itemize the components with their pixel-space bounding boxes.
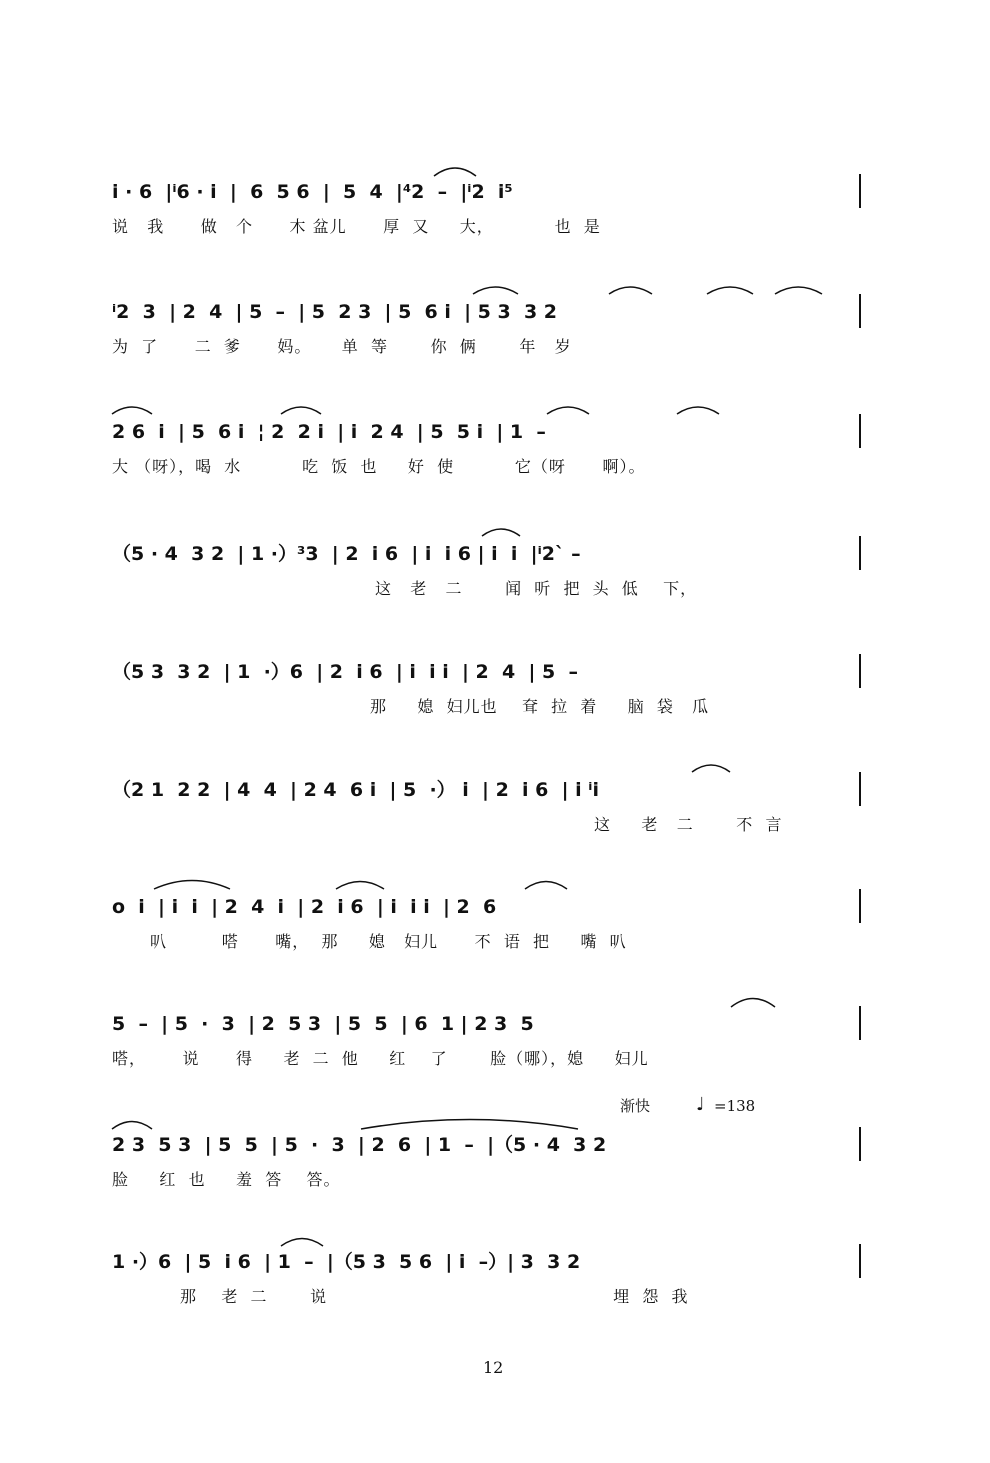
- slur: [731, 999, 775, 1008]
- score-system-10: [0, 1250, 990, 1350]
- lyrics-line-9: [0, 1169, 990, 1199]
- notation-line-3: [0, 420, 990, 450]
- slur: [112, 1122, 152, 1130]
- notation-line-8: [0, 1012, 990, 1042]
- score-system-4: [0, 542, 990, 642]
- notes-text-9: 2 3 5 3 | 5 5 | 5 · 3 | 2 6 | 1 – |（5 · 4 3 2: [112, 1134, 607, 1156]
- end-barline: [859, 889, 861, 923]
- score-system-7: [0, 895, 990, 995]
- notation-line-7: [0, 895, 990, 925]
- slur: [525, 882, 567, 890]
- lyrics-text-9: 脸 红 也 羞 答 答。: [112, 1170, 341, 1189]
- lyrics-line-7: [0, 931, 990, 961]
- slur: [482, 529, 520, 536]
- end-barline: [859, 414, 861, 448]
- slur: [361, 1120, 578, 1130]
- notes-text-1: i · 6 |ⁱ6 · i | 6 5 6 | 5 4 |⁴2 – |ⁱ2 i⁵: [112, 181, 513, 203]
- slur: [707, 287, 753, 294]
- slur: [434, 168, 476, 176]
- lyrics-text-3: 大 （呀），喝 水 吃 饭 也 好 使 它（呀 啊）。: [112, 457, 646, 476]
- lyrics-line-10: [0, 1286, 990, 1316]
- slur: [336, 882, 384, 890]
- notes-text-4: （5 · 4 3 2 | 1 ·）³3 | 2 i 6 | i i 6 | i i |ⁱ2ˋ –: [112, 543, 581, 565]
- end-barline: [859, 654, 861, 688]
- end-barline: [859, 536, 861, 570]
- score-system-1: [0, 180, 990, 280]
- notes-text-2: ⁱ2 3 | 2 4 | 5 – | 5 2 3 | 5 6 i | 5 3 3 2: [112, 301, 558, 323]
- end-barline: [859, 1244, 861, 1278]
- lyrics-line-1: [0, 216, 990, 246]
- slur: [547, 407, 589, 414]
- end-barline: [859, 1127, 861, 1161]
- score-system-3: [0, 420, 990, 520]
- slur: [281, 407, 321, 414]
- notation-line-2: [0, 300, 990, 330]
- lyrics-text-8: 嗒， 说 得 老 二 他 红 了 脸（哪），媳 妇儿: [112, 1049, 649, 1068]
- lyrics-line-3: [0, 456, 990, 486]
- lyrics-line-4: [0, 578, 990, 608]
- lyrics-line-8: [0, 1048, 990, 1078]
- slur: [473, 287, 518, 294]
- notation-line-4: [0, 542, 990, 572]
- end-barline: [859, 772, 861, 806]
- lyrics-text-1: 说 我 做 个 木 盆儿 厚 又 大， 也 是: [112, 217, 601, 236]
- end-barline: [859, 1006, 861, 1040]
- notation-line-6: [0, 778, 990, 808]
- end-barline: [859, 174, 861, 208]
- score-system-8: [0, 1012, 990, 1112]
- lyrics-text-2: 为 了 二 爹 妈。 单 等 你 俩 年 岁: [112, 337, 572, 356]
- lyrics-text-7: 叭 嗒 嘴， 那 媳 妇儿 不 语 把 嘴 叭: [150, 932, 627, 951]
- lyrics-line-5: [0, 696, 990, 726]
- slur: [281, 1239, 323, 1247]
- lyrics-text-10: 那 老 二 说 埋 怨 我: [180, 1287, 689, 1306]
- slur: [609, 287, 652, 294]
- tempo-marking: 渐快: [620, 1097, 651, 1115]
- notes-text-10: 1 ·）6 | 5 i 6 | 1 – |（5 3 5 6 | i –）| 3 3 2: [112, 1251, 581, 1273]
- end-barline: [859, 294, 861, 328]
- lyrics-line-6: [0, 814, 990, 844]
- notation-line-5: [0, 660, 990, 690]
- slur: [692, 765, 730, 772]
- slur: [677, 407, 719, 414]
- slur: [154, 881, 230, 890]
- notes-text-8: 5 – | 5 · 3 | 2 5 3 | 5 5 | 6 1 | 2 3 5: [112, 1013, 534, 1035]
- notes-text-3: 2 6 i | 5 6 i ¦ 2 2 i | i 2 4 | 5 5 i | 1 –: [112, 421, 546, 443]
- score-system-6: [0, 778, 990, 878]
- score-system-2: [0, 300, 990, 400]
- notation-line-10: [0, 1250, 990, 1280]
- score-system-9: [0, 1133, 990, 1233]
- tempo-value: =138: [714, 1097, 756, 1115]
- notation-line-1: [0, 180, 990, 210]
- score-system-5: [0, 660, 990, 760]
- notes-text-7: o i | i i | 2 4 i | 2 i 6 | i i i | 2 6: [112, 896, 497, 918]
- notes-text-5: （5 3 3 2 | 1 ·）6 | 2 i 6 | i i i | 2 4 | 5 –: [112, 661, 578, 683]
- notation-line-9: [0, 1133, 990, 1163]
- quarter-note-icon: ♩: [696, 1094, 705, 1115]
- lyrics-text-4: 这 老 二 闻 听 把 头 低 下，: [375, 579, 698, 598]
- lyrics-text-6: 这 老 二 不 言: [594, 815, 783, 834]
- lyrics-line-2: [0, 336, 990, 366]
- lyrics-text-5: 那 媳 妇儿也 耷 拉 着 脑 袋 瓜: [370, 697, 710, 716]
- page-number: 12: [483, 1358, 504, 1377]
- slur: [112, 407, 152, 414]
- slur: [775, 287, 822, 294]
- notes-text-6: （2 1 2 2 | 4 4 | 2 4 6 i | 5 ·） i | 2 i 6 | i ⁱi: [112, 779, 599, 801]
